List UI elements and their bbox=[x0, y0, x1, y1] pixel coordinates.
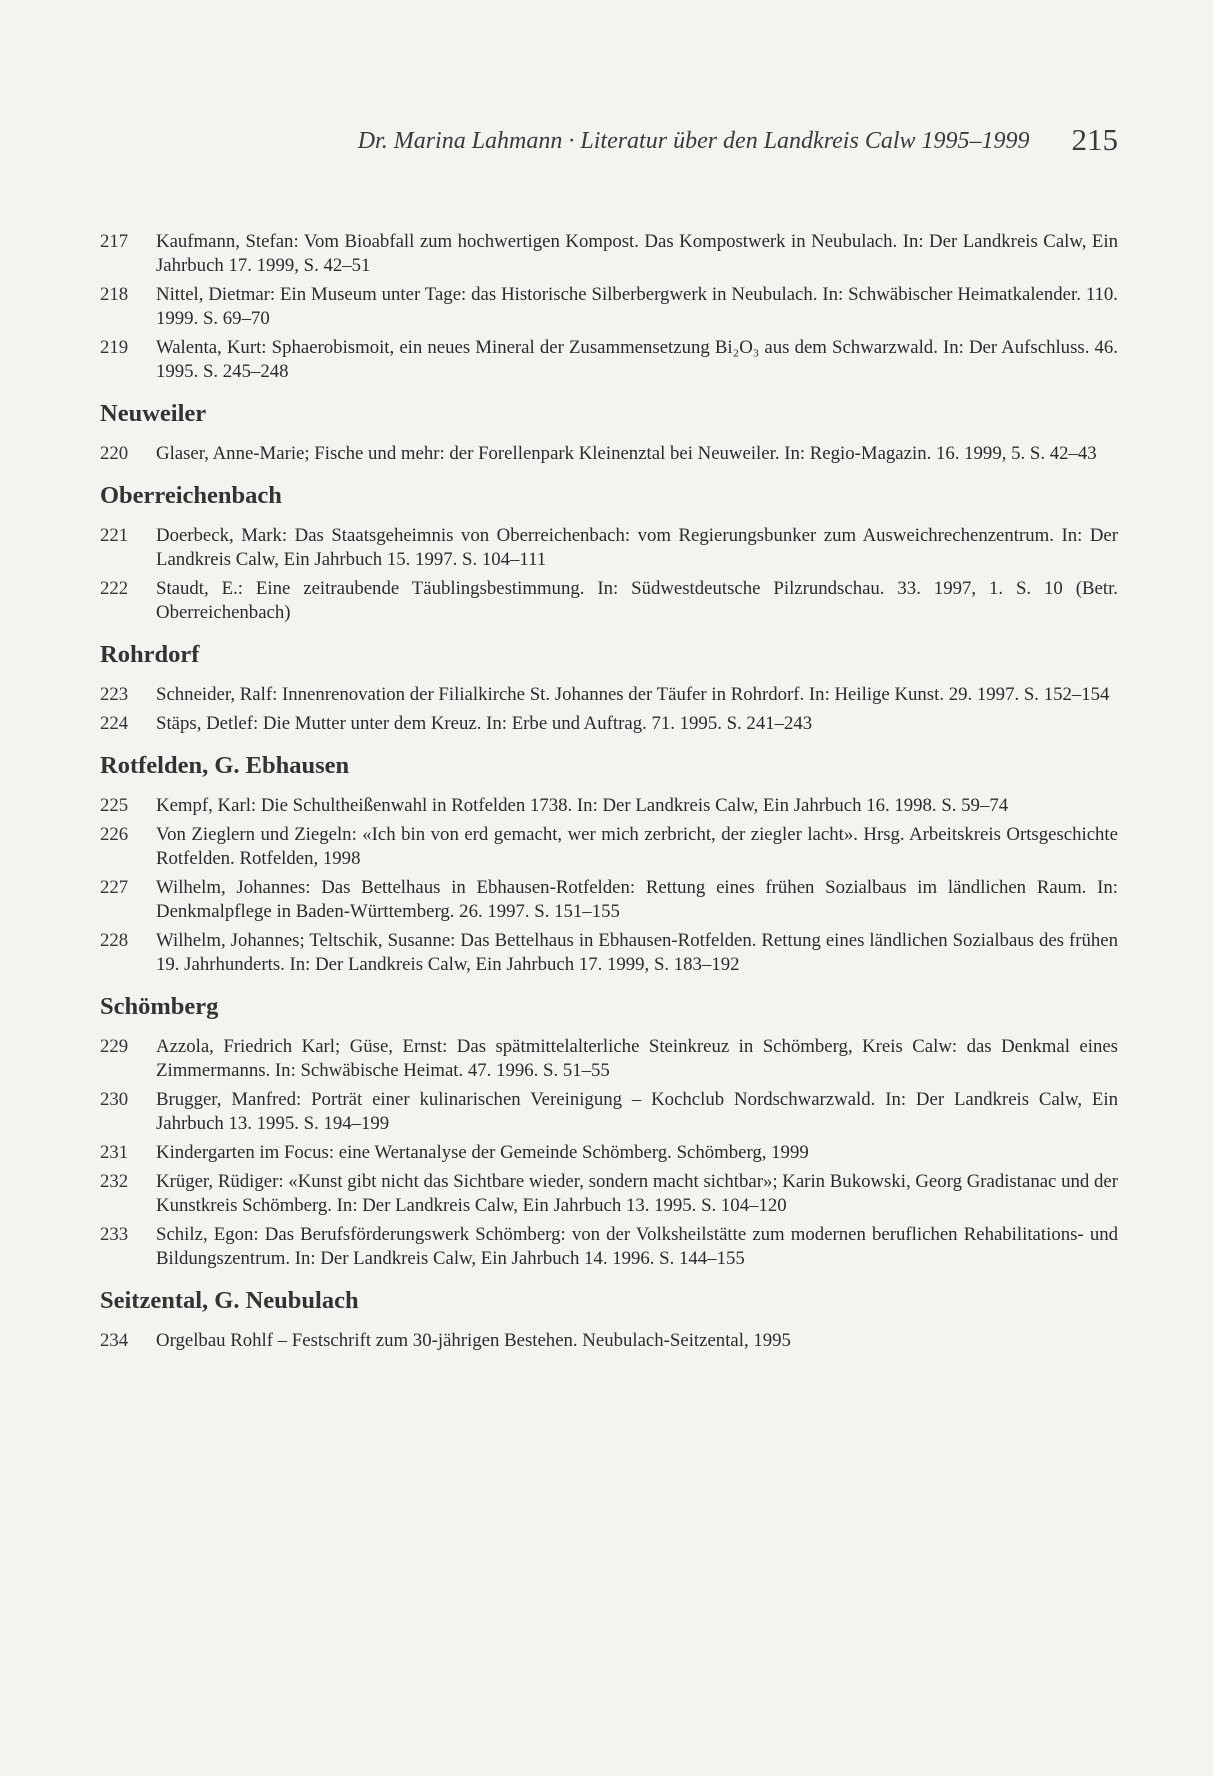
section-heading: Rohrdorf bbox=[100, 641, 200, 668]
section-heading: Oberreichenbach bbox=[100, 482, 282, 509]
entry-citation: Glaser, Anne-Marie; Fische und mehr: der Forellenpark Kleinenztal bei Neuweiler. In: Regio-Magazin. 16. 1999, 5. S. 42–43 bbox=[156, 443, 1097, 464]
bibliography-entry bbox=[100, 524, 1118, 572]
bibliography-list bbox=[100, 230, 1118, 1358]
section-heading: Neuweiler bbox=[100, 400, 207, 427]
entry-number: 223 bbox=[100, 684, 129, 705]
bibliography-entry bbox=[100, 577, 1118, 625]
entry-citation: Nittel, Dietmar: Ein Museum unter Tage: das Historische Silberbergwerk in Neubulach. In: Schwäbischer Heimatkalender. 110. 1999. S. 69–70 bbox=[156, 284, 1118, 329]
entry-citation: Doerbeck, Mark: Das Staatsgeheimnis von Oberreichenbach: vom Regierungsbunker zum Ausweichrechenzentrum. In: Der Landkreis Calw, Ein Jahrbuch 15. 1997. S. 104–111 bbox=[156, 525, 1118, 570]
section-heading: Schömberg bbox=[100, 993, 219, 1020]
entry-number: 233 bbox=[100, 1224, 129, 1245]
bibliography-entry bbox=[100, 1035, 1118, 1083]
bibliography-entry bbox=[100, 712, 1118, 736]
running-title: Dr. Marina Lahmann · Literatur über den Landkreis Calw 1995–1999 bbox=[357, 128, 1030, 154]
bibliography-entry bbox=[100, 876, 1118, 924]
bibliography-entry bbox=[100, 1141, 1118, 1165]
bibliography-entry bbox=[100, 283, 1118, 331]
entry-number: 230 bbox=[100, 1089, 129, 1110]
entry-number: 231 bbox=[100, 1142, 129, 1163]
entry-citation: Staudt, E.: Eine zeitraubende Täublingsbestimmung. In: Südwestdeutsche Pilzrundschau. 33. 1997, 1. S. 10 (Betr. Oberreichenbach) bbox=[156, 578, 1118, 623]
entry-number: 234 bbox=[100, 1330, 129, 1351]
bibliography-entry bbox=[100, 794, 1118, 818]
entry-number: 226 bbox=[100, 824, 129, 845]
page-number: 215 bbox=[1071, 122, 1118, 157]
entry-citation: Kaufmann, Stefan: Vom Bioabfall zum hochwertigen Kompost. Das Kompostwerk in Neubulach. In: Der Landkreis Calw, Ein Jahrbuch 17. 1999, S. 42–51 bbox=[156, 231, 1118, 276]
entry-number: 227 bbox=[100, 877, 129, 898]
entry-number: 218 bbox=[100, 284, 129, 305]
entry-number: 228 bbox=[100, 930, 129, 951]
section bbox=[100, 750, 1118, 977]
entry-citation: Krüger, Rüdiger: «Kunst gibt nicht das Sichtbare wieder, sondern macht sichtbar»; Karin Bukowski, Georg Gradistanac und der Kunstkreis Schömberg. In: Der Landkreis Calw, Ein Jahrbuch 13. 1995. S. 104–120 bbox=[156, 1171, 1118, 1216]
entry-number: 229 bbox=[100, 1036, 129, 1057]
section bbox=[100, 991, 1118, 1271]
entry-citation: Kindergarten im Focus: eine Wertanalyse der Gemeinde Schömberg. Schömberg, 1999 bbox=[156, 1142, 809, 1163]
entry-citation: Schneider, Ralf: Innenrenovation der Filialkirche St. Johannes der Täufer in Rohrdorf. In: Heilige Kunst. 29. 1997. S. 152–154 bbox=[156, 684, 1110, 705]
bibliography-entry bbox=[100, 929, 1118, 977]
bibliography-entry bbox=[100, 1170, 1118, 1218]
bibliography-entry bbox=[100, 1088, 1118, 1136]
bibliography-entry bbox=[100, 823, 1118, 871]
bibliography-entry bbox=[100, 230, 1118, 278]
bibliography-entry bbox=[100, 442, 1118, 466]
entry-number: 225 bbox=[100, 795, 129, 816]
entry-citation: Brugger, Manfred: Porträt einer kulinarischen Vereinigung – Kochclub Nordschwarzwald. In: Der Landkreis Calw, Ein Jahrbuch 13. 1995. S. 194–199 bbox=[156, 1089, 1118, 1134]
running-head bbox=[0, 122, 1118, 158]
bibliography-entry bbox=[100, 336, 1118, 384]
entry-number: 232 bbox=[100, 1171, 129, 1192]
entry-citation: Wilhelm, Johannes: Das Bettelhaus in Ebhausen-Rotfelden: Rettung eines frühen Sozialbaus im ländlichen Raum. In: Denkmalpflege in Baden-Württemberg. 26. 1997. S. 151–155 bbox=[156, 877, 1118, 922]
section bbox=[100, 230, 1118, 384]
entry-number: 217 bbox=[100, 231, 129, 252]
entry-citation: Wilhelm, Johannes; Teltschik, Susanne: Das Bettelhaus in Ebhausen-Rotfelden. Rettung eines ländlichen Sozialbaus des frühen 19. Jahrhunderts. In: Der Landkreis Calw, Ein Jahrbuch 17. 1999, S. 183–192 bbox=[156, 930, 1118, 975]
entry-number: 220 bbox=[100, 443, 129, 464]
section bbox=[100, 639, 1118, 736]
entry-citation: Orgelbau Rohlf – Festschrift zum 30-jährigen Bestehen. Neubulach-Seitzental, 1995 bbox=[156, 1330, 791, 1351]
entry-citation: Walenta, Kurt: Sphaerobismoit, ein neues Mineral der Zusammensetzung Bi₂O₃ aus dem Schwarzwald. In: Der Aufschluss. 46. 1995. S. 245–248 bbox=[156, 337, 1118, 382]
section-heading: Seitzental, G. Neubulach bbox=[100, 1287, 359, 1314]
bibliography-entry bbox=[100, 1223, 1118, 1271]
entry-citation: Azzola, Friedrich Karl; Güse, Ernst: Das spätmittelalterliche Steinkreuz in Schömberg, Kreis Calw: das Denkmal eines Zimmermanns. In: Schwäbische Heimat. 47. 1996. S. 51–55 bbox=[156, 1036, 1118, 1081]
bibliography-entry bbox=[100, 683, 1118, 707]
entry-citation: Schilz, Egon: Das Berufsförderungswerk Schömberg: von der Volksheilstätte zum modernen beruflichen Rehabilitations- und Bildungszentrum. In: Der Landkreis Calw, Ein Jahrbuch 14. 1996. S. 144–155 bbox=[156, 1224, 1118, 1269]
bibliography-entry bbox=[100, 1329, 1118, 1353]
entry-number: 222 bbox=[100, 578, 129, 599]
entry-number: 221 bbox=[100, 525, 129, 546]
entry-number: 224 bbox=[100, 713, 129, 734]
section bbox=[100, 1285, 1118, 1353]
entry-citation: Von Zieglern und Ziegeln: «Ich bin von erd gemacht, wer mich zerbricht, der ziegler lacht». Hrsg. Arbeitskreis Ortsgeschichte Rotfelden. Rotfelden, 1998 bbox=[156, 824, 1118, 869]
section bbox=[100, 480, 1118, 625]
entry-citation: Stäps, Detlef: Die Mutter unter dem Kreuz. In: Erbe und Auftrag. 71. 1995. S. 241–243 bbox=[156, 713, 813, 734]
entry-citation: Kempf, Karl: Die Schultheißenwahl in Rotfelden 1738. In: Der Landkreis Calw, Ein Jahrbuch 16. 1998. S. 59–74 bbox=[156, 795, 1009, 816]
entry-number: 219 bbox=[100, 337, 129, 358]
section-heading: Rotfelden, G. Ebhausen bbox=[100, 752, 350, 779]
section bbox=[100, 398, 1118, 466]
